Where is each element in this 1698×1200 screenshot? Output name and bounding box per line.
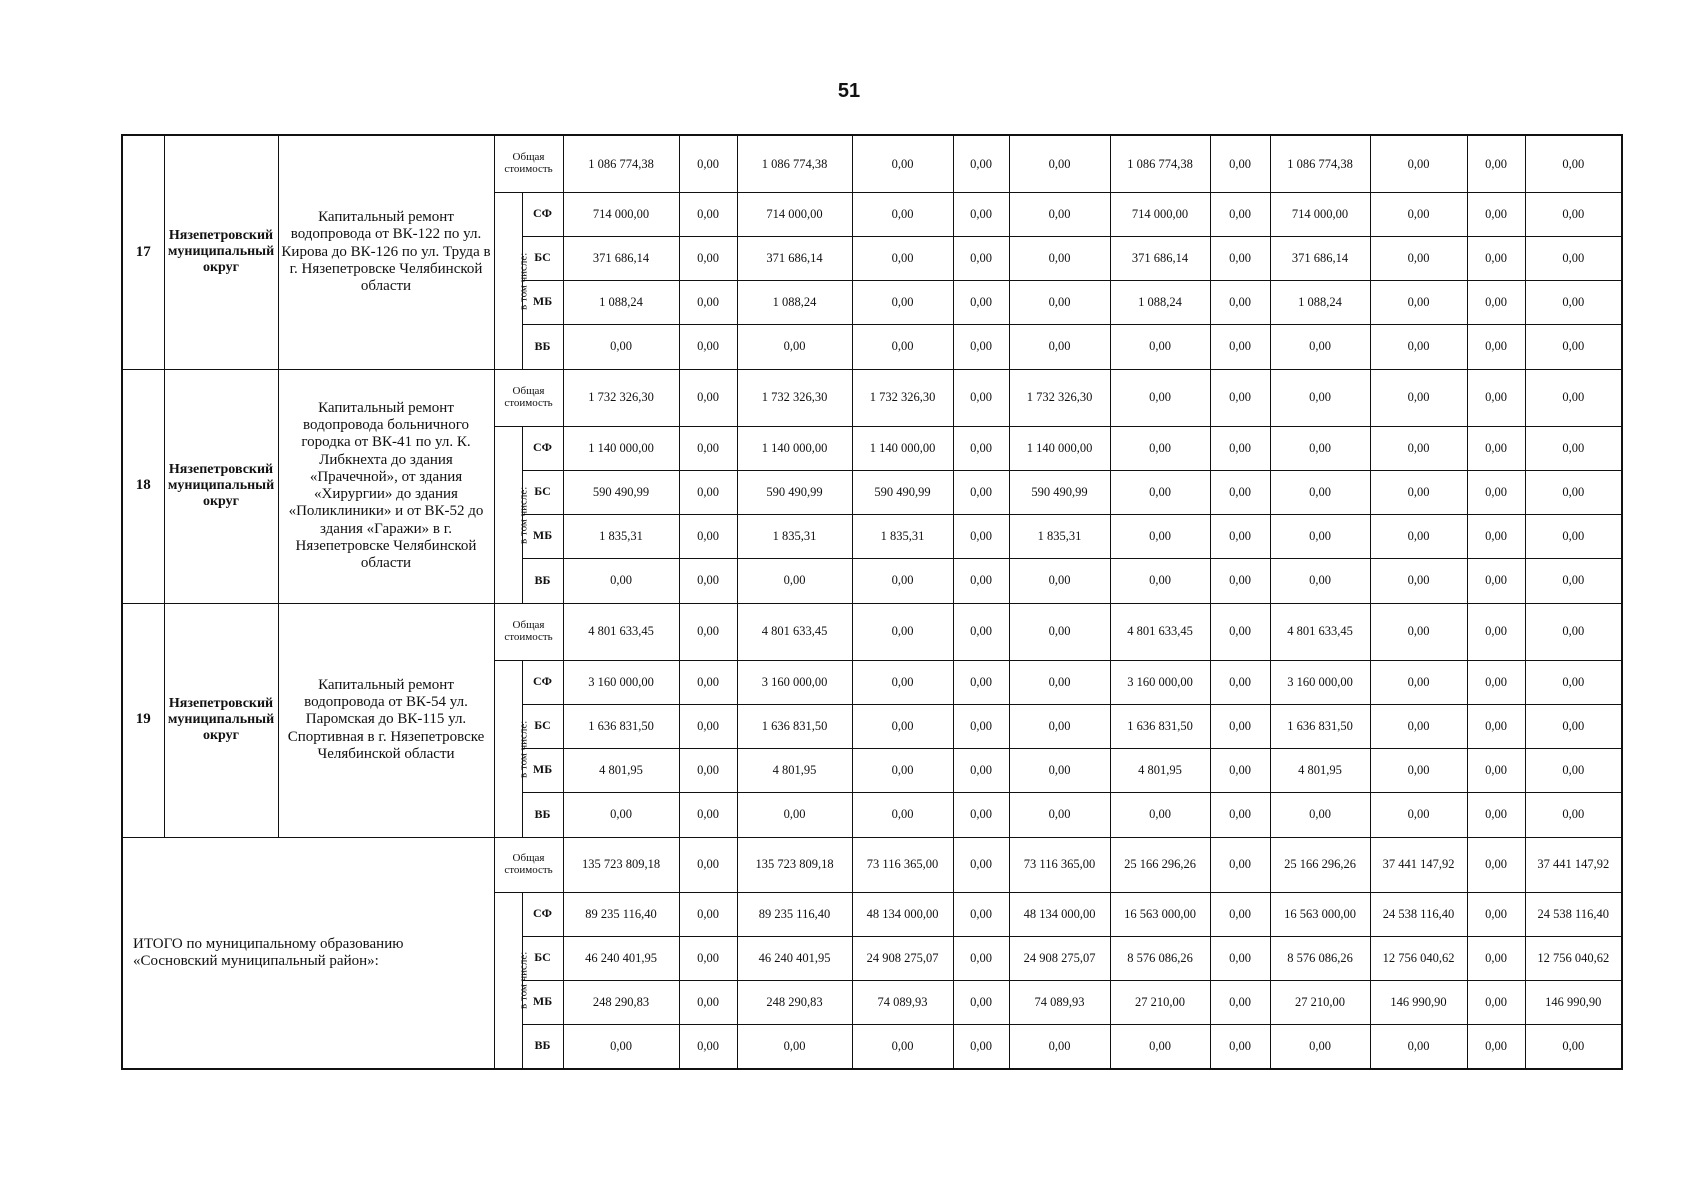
value-cell: 0,00 — [1270, 470, 1370, 514]
value-cell: 146 990,90 — [1525, 980, 1622, 1024]
value-cell: 0,00 — [1525, 792, 1622, 837]
value-cell: 25 166 296,26 — [1270, 837, 1370, 892]
value-cell: 0,00 — [1467, 135, 1525, 192]
item-number: 18 — [122, 369, 164, 603]
table-row — [122, 369, 1622, 426]
value-cell: 0,00 — [563, 558, 679, 603]
funding-source-label: МБ — [522, 980, 563, 1024]
value-cell: 0,00 — [679, 324, 737, 369]
value-cell: 16 563 000,00 — [1110, 892, 1210, 936]
value-cell: 0,00 — [1009, 748, 1110, 792]
value-cell: 0,00 — [737, 792, 852, 837]
page-number: 51 — [837, 80, 861, 102]
value-cell: 0,00 — [679, 936, 737, 980]
value-cell: 0,00 — [1370, 192, 1467, 236]
value-cell: 0,00 — [679, 892, 737, 936]
value-cell: 0,00 — [1467, 792, 1525, 837]
value-cell: 0,00 — [1210, 426, 1270, 470]
funding-source-label: СФ — [522, 892, 563, 936]
value-cell: 0,00 — [679, 514, 737, 558]
value-cell: 0,00 — [1467, 369, 1525, 426]
value-cell: 0,00 — [1467, 324, 1525, 369]
value-cell: 37 441 147,92 — [1370, 837, 1467, 892]
value-cell: 16 563 000,00 — [1270, 892, 1370, 936]
total-cost-label: Общая стоимость — [494, 135, 563, 192]
value-cell: 1 732 326,30 — [563, 369, 679, 426]
value-cell: 0,00 — [1210, 980, 1270, 1024]
value-cell: 371 686,14 — [563, 236, 679, 280]
value-cell: 48 134 000,00 — [852, 892, 953, 936]
value-cell: 0,00 — [1210, 558, 1270, 603]
value-cell: 1 835,31 — [852, 514, 953, 558]
value-cell: 0,00 — [1009, 236, 1110, 280]
value-cell: 24 908 275,07 — [852, 936, 953, 980]
value-cell: 3 160 000,00 — [563, 660, 679, 704]
value-cell: 0,00 — [1467, 514, 1525, 558]
value-cell: 0,00 — [679, 603, 737, 660]
value-cell: 0,00 — [1370, 236, 1467, 280]
table-row — [122, 135, 1622, 192]
value-cell: 1 835,31 — [563, 514, 679, 558]
value-cell: 1 088,24 — [563, 280, 679, 324]
value-cell: 3 160 000,00 — [737, 660, 852, 704]
value-cell: 0,00 — [953, 704, 1009, 748]
value-cell: 0,00 — [953, 660, 1009, 704]
municipality-name: Нязепетровский муниципальный округ — [164, 603, 278, 837]
funding-source-label: ВБ — [522, 324, 563, 369]
value-cell: 0,00 — [953, 135, 1009, 192]
value-cell: 0,00 — [1370, 135, 1467, 192]
value-cell: 0,00 — [1525, 280, 1622, 324]
value-cell: 0,00 — [1009, 660, 1110, 704]
value-cell: 0,00 — [1525, 514, 1622, 558]
value-cell: 0,00 — [1467, 980, 1525, 1024]
value-cell: 0,00 — [1525, 324, 1622, 369]
value-cell: 24 538 116,40 — [1370, 892, 1467, 936]
value-cell: 0,00 — [852, 236, 953, 280]
value-cell: 590 490,99 — [563, 470, 679, 514]
in-that-number-label — [494, 426, 529, 603]
value-cell: 0,00 — [679, 837, 737, 892]
value-cell: 135 723 809,18 — [737, 837, 852, 892]
value-cell: 0,00 — [679, 192, 737, 236]
value-cell: 0,00 — [1210, 748, 1270, 792]
value-cell: 590 490,99 — [737, 470, 852, 514]
value-cell: 0,00 — [1370, 704, 1467, 748]
value-cell: 0,00 — [1370, 558, 1467, 603]
item-number: 17 — [122, 135, 164, 369]
value-cell: 12 756 040,62 — [1370, 936, 1467, 980]
value-cell: 0,00 — [852, 192, 953, 236]
value-cell: 0,00 — [563, 324, 679, 369]
value-cell: 0,00 — [852, 792, 953, 837]
value-cell: 89 235 116,40 — [737, 892, 852, 936]
value-cell: 0,00 — [1370, 369, 1467, 426]
value-cell: 1 088,24 — [1270, 280, 1370, 324]
value-cell: 1 086 774,38 — [737, 135, 852, 192]
value-cell: 0,00 — [679, 704, 737, 748]
value-cell: 0,00 — [953, 980, 1009, 1024]
funding-source-label: МБ — [522, 280, 563, 324]
funding-source-label: ВБ — [522, 1024, 563, 1069]
funding-source-label: ВБ — [522, 792, 563, 837]
value-cell: 89 235 116,40 — [563, 892, 679, 936]
value-cell: 73 116 365,00 — [852, 837, 953, 892]
value-cell: 12 756 040,62 — [1525, 936, 1622, 980]
value-cell: 0,00 — [852, 603, 953, 660]
value-cell: 0,00 — [1467, 1024, 1525, 1069]
value-cell: 714 000,00 — [737, 192, 852, 236]
value-cell: 0,00 — [852, 660, 953, 704]
value-cell: 4 801,95 — [737, 748, 852, 792]
value-cell: 1 636 831,50 — [737, 704, 852, 748]
value-cell: 0,00 — [1009, 558, 1110, 603]
value-cell: 0,00 — [1110, 514, 1210, 558]
value-cell: 0,00 — [953, 1024, 1009, 1069]
value-cell: 4 801,95 — [1110, 748, 1210, 792]
value-cell: 0,00 — [679, 280, 737, 324]
value-cell: 0,00 — [852, 1024, 953, 1069]
funding-source-label: БС — [522, 936, 563, 980]
value-cell: 590 490,99 — [852, 470, 953, 514]
value-cell: 1 086 774,38 — [563, 135, 679, 192]
value-cell: 0,00 — [1370, 603, 1467, 660]
in-that-number-text: в том числе: — [516, 252, 529, 310]
value-cell: 0,00 — [1210, 236, 1270, 280]
value-cell: 0,00 — [1467, 748, 1525, 792]
value-cell: 0,00 — [1270, 792, 1370, 837]
funding-source-label: МБ — [522, 748, 563, 792]
item-number: 19 — [122, 603, 164, 837]
value-cell: 37 441 147,92 — [1525, 837, 1622, 892]
value-cell: 0,00 — [1525, 192, 1622, 236]
value-cell: 1 732 326,30 — [737, 369, 852, 426]
in-that-number-text: в том числе: — [516, 951, 529, 1010]
value-cell: 0,00 — [953, 236, 1009, 280]
value-cell: 0,00 — [1009, 324, 1110, 369]
value-cell: 0,00 — [679, 1024, 737, 1069]
value-cell: 0,00 — [1370, 792, 1467, 837]
value-cell: 0,00 — [1270, 426, 1370, 470]
value-cell: 0,00 — [953, 603, 1009, 660]
value-cell: 0,00 — [953, 369, 1009, 426]
value-cell: 27 210,00 — [1110, 980, 1210, 1024]
value-cell: 1 140 000,00 — [737, 426, 852, 470]
value-cell: 0,00 — [1210, 936, 1270, 980]
value-cell: 371 686,14 — [737, 236, 852, 280]
value-cell: 0,00 — [679, 748, 737, 792]
value-cell: 1 088,24 — [1110, 280, 1210, 324]
value-cell: 0,00 — [1467, 660, 1525, 704]
value-cell: 0,00 — [1210, 704, 1270, 748]
value-cell: 248 290,83 — [563, 980, 679, 1024]
value-cell: 0,00 — [1210, 1024, 1270, 1069]
value-cell: 371 686,14 — [1270, 236, 1370, 280]
value-cell: 0,00 — [1467, 280, 1525, 324]
value-cell: 0,00 — [737, 324, 852, 369]
value-cell: 0,00 — [1210, 837, 1270, 892]
value-cell: 1 086 774,38 — [1110, 135, 1210, 192]
budget-table — [121, 134, 1623, 1070]
value-cell: 0,00 — [1270, 558, 1370, 603]
value-cell: 0,00 — [1370, 1024, 1467, 1069]
value-cell: 0,00 — [1467, 558, 1525, 603]
project-description: Капитальный ремонт водопровода больничного городка от ВК-41 по ул. К. Либкнехта до здания «Прачечной», от здания «Хирургии» до здания «Поликлиники» и от ВК-52 до здания «Гаражи» в г. Нязепетровске Челябинской области — [278, 369, 494, 603]
value-cell: 0,00 — [1525, 426, 1622, 470]
value-cell: 0,00 — [737, 558, 852, 603]
funding-source-label: ВБ — [522, 558, 563, 603]
value-cell: 0,00 — [1110, 369, 1210, 426]
value-cell: 0,00 — [1370, 660, 1467, 704]
value-cell: 0,00 — [1210, 192, 1270, 236]
value-cell: 0,00 — [1210, 470, 1270, 514]
funding-source-label: СФ — [522, 426, 563, 470]
value-cell: 0,00 — [1525, 558, 1622, 603]
value-cell: 0,00 — [1467, 236, 1525, 280]
value-cell: 0,00 — [953, 324, 1009, 369]
value-cell: 0,00 — [1270, 514, 1370, 558]
value-cell: 1 636 831,50 — [563, 704, 679, 748]
value-cell: 0,00 — [1270, 1024, 1370, 1069]
value-cell: 0,00 — [1110, 426, 1210, 470]
total-cost-label: Общая стоимость — [494, 603, 563, 660]
value-cell: 0,00 — [1525, 135, 1622, 192]
value-cell: 0,00 — [1467, 603, 1525, 660]
value-cell: 0,00 — [737, 1024, 852, 1069]
value-cell: 0,00 — [679, 236, 737, 280]
value-cell: 1 835,31 — [737, 514, 852, 558]
value-cell: 146 990,90 — [1370, 980, 1467, 1024]
project-description: Капитальный ремонт водопровода от ВК-122 по ул. Кирова до ВК-126 по ул. Труда в г. Нязепетровске Челябинской области — [278, 135, 494, 369]
value-cell: 0,00 — [1110, 792, 1210, 837]
value-cell: 0,00 — [1467, 470, 1525, 514]
value-cell: 0,00 — [953, 280, 1009, 324]
value-cell: 0,00 — [1370, 514, 1467, 558]
value-cell: 0,00 — [1370, 426, 1467, 470]
value-cell: 0,00 — [1210, 135, 1270, 192]
value-cell: 0,00 — [1210, 369, 1270, 426]
value-cell: 0,00 — [1467, 192, 1525, 236]
value-cell: 0,00 — [563, 1024, 679, 1069]
value-cell: 0,00 — [852, 135, 953, 192]
value-cell: 0,00 — [1525, 369, 1622, 426]
value-cell: 0,00 — [1525, 660, 1622, 704]
value-cell: 4 801 633,45 — [1270, 603, 1370, 660]
value-cell: 0,00 — [852, 748, 953, 792]
value-cell: 0,00 — [679, 980, 737, 1024]
funding-source-label: БС — [522, 236, 563, 280]
value-cell: 0,00 — [1370, 470, 1467, 514]
funding-source-label: СФ — [522, 660, 563, 704]
value-cell: 0,00 — [1009, 603, 1110, 660]
value-cell: 1 140 000,00 — [1009, 426, 1110, 470]
value-cell: 0,00 — [1210, 892, 1270, 936]
value-cell: 0,00 — [1467, 837, 1525, 892]
value-cell: 0,00 — [1009, 792, 1110, 837]
value-cell: 0,00 — [1009, 280, 1110, 324]
value-cell: 0,00 — [953, 792, 1009, 837]
total-caption: ИТОГО по муниципальному образованию «Сосновский муниципальный район»: — [122, 837, 494, 1069]
value-cell: 0,00 — [679, 792, 737, 837]
value-cell: 1 636 831,50 — [1110, 704, 1210, 748]
value-cell: 0,00 — [1525, 1024, 1622, 1069]
value-cell: 0,00 — [953, 514, 1009, 558]
value-cell: 1 636 831,50 — [1270, 704, 1370, 748]
value-cell: 27 210,00 — [1270, 980, 1370, 1024]
value-cell: 0,00 — [953, 192, 1009, 236]
value-cell: 0,00 — [852, 704, 953, 748]
value-cell: 0,00 — [1467, 892, 1525, 936]
municipality-name: Нязепетровский муниципальный округ — [164, 369, 278, 603]
value-cell: 1 140 000,00 — [563, 426, 679, 470]
in-that-number-label — [494, 192, 529, 369]
value-cell: 0,00 — [953, 748, 1009, 792]
value-cell: 135 723 809,18 — [563, 837, 679, 892]
value-cell: 3 160 000,00 — [1270, 660, 1370, 704]
value-cell: 0,00 — [953, 837, 1009, 892]
funding-source-label: СФ — [522, 192, 563, 236]
value-cell: 0,00 — [1110, 558, 1210, 603]
value-cell: 0,00 — [1110, 324, 1210, 369]
value-cell: 0,00 — [852, 280, 953, 324]
value-cell: 1 732 326,30 — [852, 369, 953, 426]
value-cell: 1 086 774,38 — [1270, 135, 1370, 192]
value-cell: 3 160 000,00 — [1110, 660, 1210, 704]
value-cell: 590 490,99 — [1009, 470, 1110, 514]
value-cell: 0,00 — [953, 558, 1009, 603]
value-cell: 0,00 — [1370, 280, 1467, 324]
value-cell: 0,00 — [679, 135, 737, 192]
value-cell: 0,00 — [953, 936, 1009, 980]
value-cell: 714 000,00 — [1270, 192, 1370, 236]
value-cell: 0,00 — [1210, 324, 1270, 369]
value-cell: 1 088,24 — [737, 280, 852, 324]
in-that-number-label — [494, 892, 529, 1069]
value-cell: 0,00 — [679, 470, 737, 514]
funding-source-label: БС — [522, 470, 563, 514]
value-cell: 0,00 — [1210, 514, 1270, 558]
value-cell: 24 538 116,40 — [1525, 892, 1622, 936]
funding-source-label: МБ — [522, 514, 563, 558]
value-cell: 8 576 086,26 — [1110, 936, 1210, 980]
value-cell: 0,00 — [953, 426, 1009, 470]
value-cell: 0,00 — [953, 470, 1009, 514]
in-that-number-label — [494, 660, 529, 837]
value-cell: 1 732 326,30 — [1009, 369, 1110, 426]
value-cell: 0,00 — [1009, 704, 1110, 748]
value-cell: 0,00 — [1525, 603, 1622, 660]
value-cell: 0,00 — [1210, 280, 1270, 324]
value-cell: 0,00 — [563, 792, 679, 837]
value-cell: 4 801 633,45 — [1110, 603, 1210, 660]
value-cell: 0,00 — [1467, 426, 1525, 470]
value-cell: 46 240 401,95 — [737, 936, 852, 980]
value-cell: 0,00 — [679, 660, 737, 704]
value-cell: 1 835,31 — [1009, 514, 1110, 558]
value-cell: 0,00 — [852, 324, 953, 369]
in-that-number-text: в том числе: — [516, 486, 529, 544]
value-cell: 0,00 — [1525, 748, 1622, 792]
table-row — [122, 603, 1622, 660]
municipality-name: Нязепетровский муниципальный округ — [164, 135, 278, 369]
value-cell: 248 290,83 — [737, 980, 852, 1024]
value-cell: 0,00 — [679, 426, 737, 470]
value-cell: 48 134 000,00 — [1009, 892, 1110, 936]
value-cell: 0,00 — [679, 558, 737, 603]
value-cell: 0,00 — [1110, 470, 1210, 514]
total-cost-label: Общая стоимость — [494, 837, 563, 892]
value-cell: 0,00 — [1525, 236, 1622, 280]
value-cell: 0,00 — [1009, 192, 1110, 236]
value-cell: 73 116 365,00 — [1009, 837, 1110, 892]
value-cell: 74 089,93 — [1009, 980, 1110, 1024]
value-cell: 0,00 — [1270, 369, 1370, 426]
total-cost-label: Общая стоимость — [494, 369, 563, 426]
value-cell: 0,00 — [679, 369, 737, 426]
value-cell: 0,00 — [1370, 748, 1467, 792]
value-cell: 0,00 — [1009, 1024, 1110, 1069]
table-row — [122, 837, 1622, 892]
value-cell: 0,00 — [1210, 660, 1270, 704]
value-cell: 46 240 401,95 — [563, 936, 679, 980]
value-cell: 74 089,93 — [852, 980, 953, 1024]
in-that-number-text: в том числе: — [516, 720, 529, 778]
value-cell: 8 576 086,26 — [1270, 936, 1370, 980]
value-cell: 0,00 — [1370, 324, 1467, 369]
value-cell: 0,00 — [1525, 704, 1622, 748]
value-cell: 0,00 — [1467, 936, 1525, 980]
value-cell: 4 801 633,45 — [563, 603, 679, 660]
value-cell: 714 000,00 — [563, 192, 679, 236]
value-cell: 0,00 — [1210, 603, 1270, 660]
value-cell: 25 166 296,26 — [1110, 837, 1210, 892]
value-cell: 0,00 — [1210, 792, 1270, 837]
project-description: Капитальный ремонт водопровода от ВК-54 ул. Паромская до ВК-115 ул. Спортивная в г. Нязепетровске Челябинской области — [278, 603, 494, 837]
value-cell: 371 686,14 — [1110, 236, 1210, 280]
value-cell: 0,00 — [1467, 704, 1525, 748]
value-cell: 1 140 000,00 — [852, 426, 953, 470]
value-cell: 4 801,95 — [1270, 748, 1370, 792]
value-cell: 0,00 — [852, 558, 953, 603]
value-cell: 0,00 — [1525, 470, 1622, 514]
value-cell: 0,00 — [1009, 135, 1110, 192]
value-cell: 4 801 633,45 — [737, 603, 852, 660]
value-cell: 0,00 — [953, 892, 1009, 936]
value-cell: 714 000,00 — [1110, 192, 1210, 236]
value-cell: 0,00 — [1110, 1024, 1210, 1069]
funding-source-label: БС — [522, 704, 563, 748]
value-cell: 24 908 275,07 — [1009, 936, 1110, 980]
value-cell: 0,00 — [1270, 324, 1370, 369]
value-cell: 4 801,95 — [563, 748, 679, 792]
